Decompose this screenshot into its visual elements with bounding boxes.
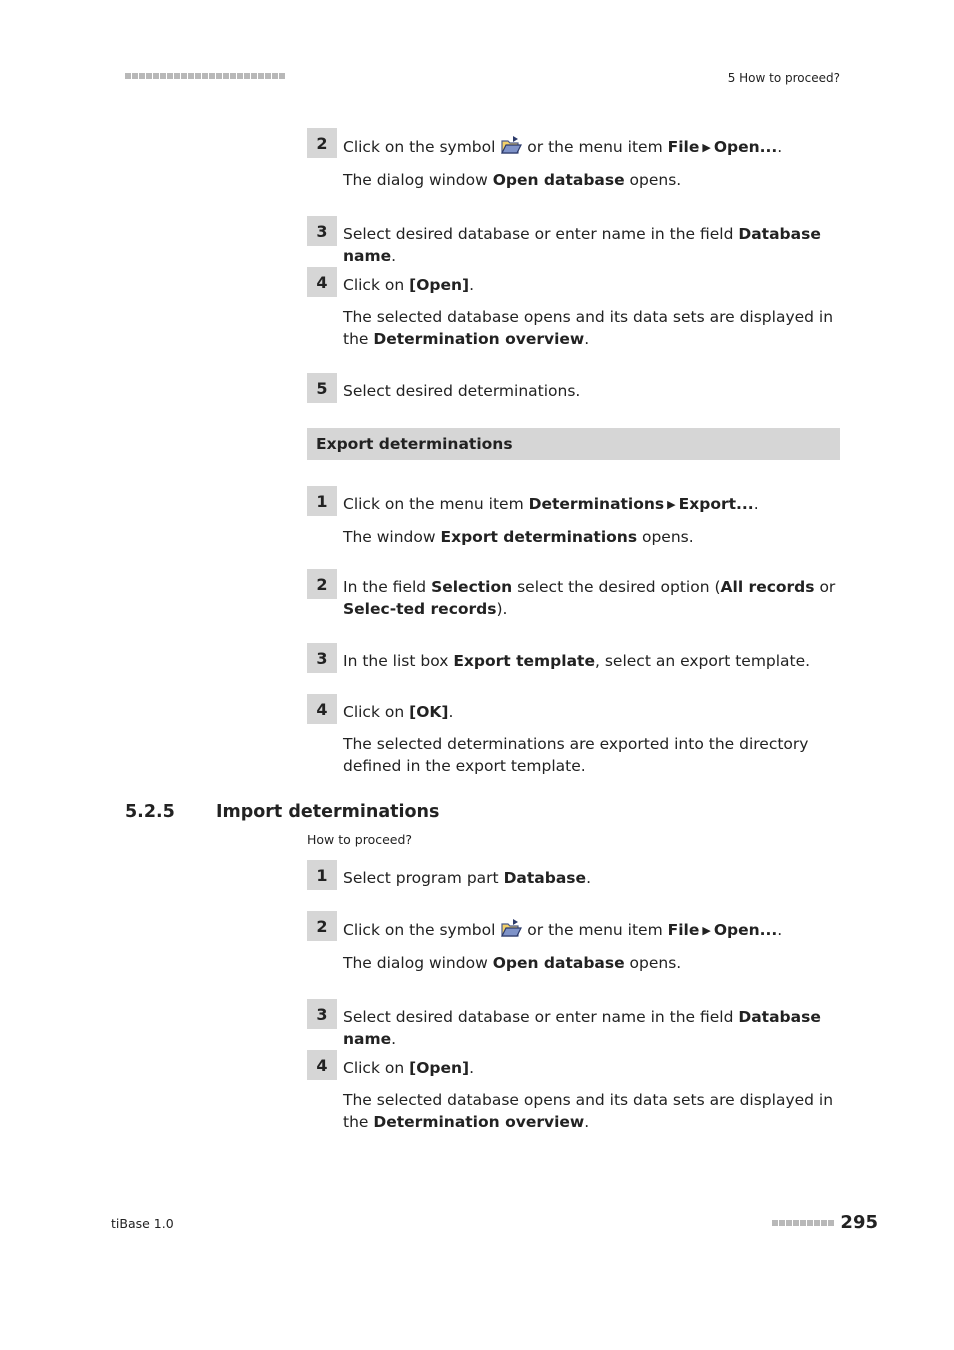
step-text: Click on the symbol or the menu item File ▶ Open.... — [343, 128, 841, 159]
step-text: Click on [OK]. — [343, 703, 454, 721]
import-step-program-part — [307, 860, 841, 889]
step-text: Click on the symbol or the menu item File ▶ Open.... — [343, 911, 841, 942]
step-number: 2 — [307, 128, 337, 158]
footer-decoration — [772, 1220, 834, 1226]
step-text: Select desired database or enter name in the field Database name. — [343, 225, 821, 265]
footer-product: tiBase 1.0 — [111, 1216, 174, 1231]
step-number: 1 — [307, 860, 337, 890]
menu-arrow-icon: ▶ — [702, 924, 711, 937]
step-result: The selected database opens and its data sets are displayed in the Determination overview. — [343, 1091, 834, 1131]
step-number: 3 — [307, 216, 337, 246]
step-result: The dialog window Open database opens. — [343, 954, 682, 972]
import-step-select-database — [307, 999, 841, 1050]
step-result: The window Export determinations opens. — [343, 528, 694, 546]
import-step-open-symbol — [307, 911, 841, 974]
step-text: Click on the menu item Determinations ▶ Export.... — [343, 495, 759, 513]
export-step-ok — [307, 694, 841, 777]
step-text: Click on [Open]. — [343, 1059, 475, 1077]
step-number: 3 — [307, 643, 337, 673]
step-text: Select desired database or enter name in the field Database name. — [343, 1008, 821, 1048]
step-result: The selected determinations are exported into the directory defined in the export template. — [343, 735, 809, 775]
step-text: In the list box Export template, select an export template. — [343, 652, 811, 670]
step-number: 1 — [307, 486, 337, 516]
export-section-title: Export determinations — [307, 428, 840, 460]
step-open-symbol — [307, 128, 841, 191]
export-step-menu — [307, 486, 841, 548]
menu-arrow-icon: ▶ — [667, 498, 676, 511]
step-click-open — [307, 267, 841, 350]
step-result: The dialog window Open database opens. — [343, 171, 682, 189]
step-result: The selected database opens and its data sets are displayed in the Determination overview. — [343, 308, 834, 348]
step-text: Select desired determinations. — [343, 382, 581, 400]
section-subnote: How to proceed? — [307, 832, 413, 847]
step-number: 4 — [307, 694, 337, 724]
export-step-selection — [307, 569, 841, 620]
section-heading — [125, 802, 439, 822]
header-decoration — [125, 73, 285, 79]
step-select-database — [307, 216, 841, 267]
section-title: Import determinations — [216, 802, 440, 822]
step-number: 5 — [307, 373, 337, 403]
export-step-template — [307, 643, 841, 672]
step-text: In the field Selection select the desired option (All records or Selec-ted records). — [343, 578, 836, 618]
step-number: 4 — [307, 1050, 337, 1080]
open-folder-icon — [500, 135, 522, 155]
step-number: 4 — [307, 267, 337, 297]
menu-arrow-icon: ▶ — [702, 141, 711, 154]
step-select-determinations — [307, 373, 841, 402]
open-folder-icon — [500, 918, 522, 938]
import-step-click-open — [307, 1050, 841, 1133]
step-number: 2 — [307, 569, 337, 599]
step-number: 3 — [307, 999, 337, 1029]
page-number: 295 — [840, 1212, 878, 1233]
step-text: Click on [Open]. — [343, 276, 475, 294]
step-text: Select program part Database. — [343, 869, 591, 887]
section-number: 5.2.5 — [125, 802, 175, 822]
footer-page — [772, 1212, 878, 1233]
step-number: 2 — [307, 911, 337, 941]
chapter-header: 5 How to proceed? — [727, 71, 840, 85]
